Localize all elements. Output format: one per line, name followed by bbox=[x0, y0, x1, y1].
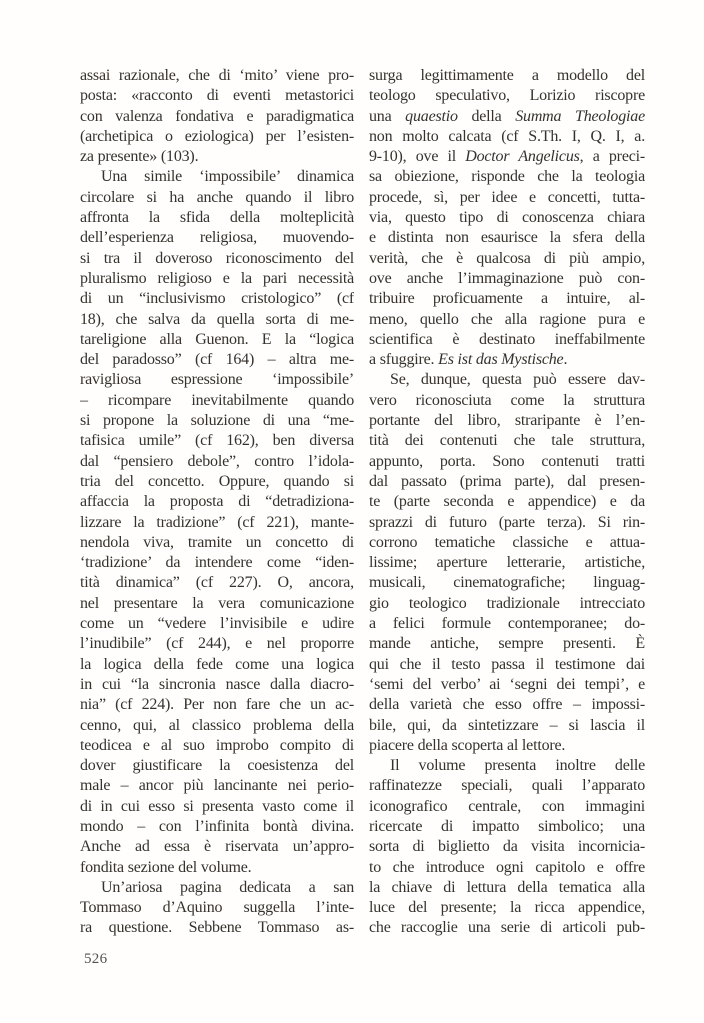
text-run: male – ancor più lancinante nei perio- bbox=[80, 777, 354, 795]
text-line bbox=[80, 858, 354, 878]
text-line bbox=[80, 675, 354, 695]
text-run: di in cui esso si presenta vasto come il bbox=[80, 797, 354, 815]
text-run: raffinatezze speciali, quali l’apparato bbox=[369, 777, 645, 795]
text-run: ‘tradizione’ da intendere come “iden- bbox=[80, 554, 354, 572]
text-line bbox=[80, 634, 354, 654]
page-number: 526 bbox=[84, 951, 108, 967]
text-line bbox=[80, 188, 354, 208]
text-run: ‘semi del verbo’ ai ‘segni dei tempi’, e bbox=[369, 675, 645, 693]
text-line bbox=[80, 370, 354, 390]
text-run: teologo speculativo, Lorizio riscopre bbox=[369, 87, 645, 105]
text-run: che raccoglie una serie di articoli pub- bbox=[369, 919, 645, 937]
text-run: nendola viva, tramite un concetto di bbox=[80, 533, 354, 551]
text-run: musicali, cinematografiche; linguag- bbox=[369, 574, 645, 592]
text-run: a felici formule contemporanee; do- bbox=[369, 615, 645, 633]
text-run: via, questo tipo di conoscenza chiara bbox=[369, 209, 645, 227]
text-line bbox=[80, 553, 354, 573]
text-line bbox=[369, 452, 645, 472]
text-line bbox=[80, 472, 354, 492]
text-line bbox=[369, 756, 645, 776]
text-run: tria del concetto. Oppure, quando si bbox=[80, 472, 354, 490]
text-line bbox=[369, 249, 645, 269]
text-run: – ricompare inevitabilmente quando bbox=[80, 391, 354, 409]
text-line bbox=[80, 411, 354, 431]
text-run: dover giustificare la coesistenza del bbox=[80, 757, 354, 775]
text-line bbox=[80, 228, 354, 248]
text-line bbox=[80, 452, 354, 472]
text-line bbox=[369, 918, 645, 938]
text-line bbox=[369, 269, 645, 289]
text-line bbox=[80, 127, 354, 147]
text-run: luce del presente; la ricca appendice, bbox=[369, 899, 645, 917]
text-line bbox=[80, 350, 354, 370]
text-line bbox=[369, 391, 645, 411]
text-run: sorta di biglietto da visita incornicia- bbox=[369, 838, 645, 856]
text-line bbox=[80, 756, 354, 776]
text-run: scientifica è destinato ineffabilmente bbox=[369, 330, 645, 348]
text-line bbox=[369, 553, 645, 573]
text-line bbox=[369, 878, 645, 898]
text-line bbox=[80, 614, 354, 634]
text-line bbox=[369, 310, 645, 330]
text-line bbox=[80, 898, 354, 918]
text-line bbox=[369, 594, 645, 614]
text-run: mande antiche, sempre presenti. È bbox=[369, 635, 645, 653]
text-line bbox=[369, 573, 645, 593]
text-line bbox=[80, 208, 354, 228]
text-line bbox=[369, 208, 645, 228]
text-line bbox=[80, 249, 354, 269]
text-run: posta: «racconto di eventi metastorici bbox=[80, 87, 354, 105]
text-line bbox=[80, 86, 354, 106]
text-run: ove anche l’immaginazione può con- bbox=[369, 269, 645, 287]
text-line bbox=[369, 817, 645, 837]
text-run: Il volume presenta inoltre delle bbox=[390, 757, 645, 775]
text-run: circolare si ha anche quando il libro bbox=[80, 188, 354, 206]
text-run: dal passato (prima parte), dal presen- bbox=[369, 472, 645, 490]
text-run: tità dei contenuti che tale struttura, bbox=[369, 432, 645, 450]
text-run: fondita sezione del volume. bbox=[80, 858, 252, 876]
text-run: una bbox=[369, 107, 406, 125]
text-line bbox=[80, 431, 354, 451]
text-line bbox=[80, 573, 354, 593]
text-run: meno, quello che alla ragione pura e bbox=[369, 310, 645, 328]
text-line bbox=[80, 797, 354, 817]
text-run: dal “pensiero debole”, contro l’idola- bbox=[80, 452, 354, 470]
text-run: bile, qui, da sintetizzare – si lascia il bbox=[369, 716, 645, 734]
text-line bbox=[80, 695, 354, 715]
text-line bbox=[80, 269, 354, 289]
text-line bbox=[369, 797, 645, 817]
text-run: to che introduce ogni capitolo e offre bbox=[369, 858, 645, 876]
text-run: te (parte seconda e appendice) e da bbox=[369, 493, 645, 511]
text-run: appunto, porta. Sono contenuti tratti bbox=[369, 452, 645, 470]
text-line bbox=[369, 634, 645, 654]
text-run: nel presentare la vera comunicazione bbox=[80, 594, 354, 612]
text-run: teodicea e al suo improbo compito di bbox=[80, 736, 354, 754]
text-run: cenno, qui, al classico problema della bbox=[80, 716, 354, 734]
text-line bbox=[369, 898, 645, 918]
text-line bbox=[80, 167, 354, 187]
text-run: corrono tematiche classiche e attua- bbox=[369, 533, 645, 551]
text-line bbox=[80, 107, 354, 127]
text-line bbox=[80, 289, 354, 309]
text-line bbox=[369, 411, 645, 431]
text-line bbox=[80, 391, 354, 411]
text-line bbox=[369, 614, 645, 634]
text-run: di un “inclusivismo cristologico” (cf bbox=[80, 290, 354, 308]
text-run: dell’esperienza religiosa, muovendo- bbox=[80, 229, 354, 247]
text-line bbox=[369, 695, 645, 715]
italic-text-run: quaestio bbox=[405, 107, 458, 125]
text-run: vero riconosciuta come la struttura bbox=[369, 391, 645, 409]
text-run: za presente» (103). bbox=[80, 148, 199, 166]
text-line bbox=[80, 918, 354, 938]
column-left bbox=[80, 66, 354, 939]
text-run: qui che il testo passa il testimone dai bbox=[369, 655, 645, 673]
text-line bbox=[369, 107, 645, 127]
text-run: la chiave di lettura della tematica alla bbox=[369, 878, 645, 896]
text-line bbox=[369, 858, 645, 878]
text-run: Tommaso d’Aquino suggella l’inte- bbox=[80, 899, 354, 917]
column-right bbox=[369, 66, 645, 939]
italic-text-run: Doctor Angelicus bbox=[465, 148, 580, 166]
text-line bbox=[369, 188, 645, 208]
text-run: non molto calcata (cf S.Th. I, Q. I, a. bbox=[369, 127, 645, 145]
text-run: nia” (cf 224). Per non fare che un ac- bbox=[80, 696, 354, 714]
text-run: sprazzi di futuro (parte terza). Si rin- bbox=[369, 513, 645, 531]
text-line bbox=[369, 716, 645, 736]
text-run: come un “vedere l’invisibile e udire bbox=[80, 615, 354, 633]
text-line bbox=[80, 594, 354, 614]
text-run: procede, sì, per idee e concetti, tutta- bbox=[369, 188, 645, 206]
text-run: verità, che è qualcosa di più ampio, bbox=[369, 249, 645, 267]
text-run: iconografico centrale, con immagini bbox=[369, 797, 645, 815]
text-run: ricercate di impatto simbolico; una bbox=[369, 817, 645, 835]
text-line bbox=[369, 370, 645, 390]
text-line bbox=[80, 837, 354, 857]
text-run: si tra il doveroso riconoscimento del bbox=[80, 249, 354, 267]
text-line bbox=[369, 492, 645, 512]
text-line bbox=[80, 492, 354, 512]
text-run: 18), che salva da quella sorta di me- bbox=[80, 310, 354, 328]
text-line bbox=[369, 147, 645, 167]
text-line bbox=[369, 513, 645, 533]
text-run: con valenza fondativa e paradigmatica bbox=[80, 107, 354, 125]
text-line bbox=[80, 330, 354, 350]
text-line bbox=[369, 350, 645, 370]
italic-text-run: Summa Theologiae bbox=[515, 107, 645, 125]
text-run: a sfuggire. bbox=[369, 351, 439, 369]
text-run: Una simile ‘impossibile’ dinamica bbox=[101, 168, 354, 186]
text-run: Anche ad essa è riservata un’appro- bbox=[80, 838, 354, 856]
text-run: affronta la sfida della molteplicità bbox=[80, 209, 354, 227]
text-run: lissime; aperture letterarie, artistiche, bbox=[369, 554, 645, 572]
text-line bbox=[80, 310, 354, 330]
text-line bbox=[80, 817, 354, 837]
text-line bbox=[369, 736, 645, 756]
text-run: tribuire proficuamente a intuire, al- bbox=[369, 290, 645, 308]
text-line bbox=[80, 533, 354, 553]
text-line bbox=[80, 655, 354, 675]
text-line bbox=[369, 472, 645, 492]
text-run: piacere della scoperta al lettore. bbox=[369, 736, 566, 754]
text-run: portante del libro, straripante è l’en- bbox=[369, 412, 645, 430]
text-run: pluralismo religioso e la pari necessità bbox=[80, 269, 354, 287]
text-line bbox=[80, 736, 354, 756]
text-run: lizzare la tradizione” (cf 221), mante- bbox=[80, 513, 354, 531]
text-line bbox=[369, 228, 645, 248]
text-line bbox=[369, 289, 645, 309]
text-run: gio teologico tradizionale intrecciato bbox=[369, 594, 645, 612]
text-line bbox=[369, 837, 645, 857]
text-line bbox=[80, 716, 354, 736]
text-line bbox=[369, 66, 645, 86]
text-line bbox=[369, 655, 645, 675]
text-run: in cui “la sincronia nasce dalla diacro- bbox=[80, 675, 354, 693]
text-run: sa obiezione, risponde che la teologia bbox=[369, 168, 645, 186]
text-run: tafisica umile” (cf 162), ben diversa bbox=[80, 432, 354, 450]
text-run: l’inudibile” (cf 244), e nel proporre bbox=[80, 635, 354, 653]
text-line bbox=[369, 86, 645, 106]
text-line bbox=[80, 513, 354, 533]
text-run: surga legittimamente a modello del bbox=[369, 67, 645, 84]
text-run: ra questione. Sebbene Tommaso as- bbox=[80, 919, 354, 937]
text-run: . bbox=[563, 351, 568, 369]
text-line bbox=[369, 776, 645, 796]
text-run: , a preci- bbox=[579, 148, 645, 166]
text-run: tareligione alla Guenon. E la “logica bbox=[80, 330, 354, 348]
text-line bbox=[369, 533, 645, 553]
text-line bbox=[369, 675, 645, 695]
text-run: Se, dunque, questa può essere dav- bbox=[390, 371, 645, 389]
text-run: Un’ariosa pagina dedicata a san bbox=[101, 878, 354, 896]
text-run: si propone la soluzione di una “me- bbox=[80, 412, 354, 430]
text-line bbox=[369, 127, 645, 147]
text-run: ravigliosa espressione ‘impossibile’ bbox=[80, 371, 354, 389]
text-line bbox=[80, 66, 354, 86]
text-run: 9-10), ove il bbox=[369, 148, 466, 166]
text-run: affaccia la proposta di “detradiziona- bbox=[80, 493, 354, 511]
text-line bbox=[80, 147, 354, 167]
text-line bbox=[369, 330, 645, 350]
text-line bbox=[80, 878, 354, 898]
text-run: e distinta non esaurisce la sfera della bbox=[369, 229, 645, 247]
text-run: la logica della fede come una logica bbox=[80, 655, 354, 673]
text-line bbox=[369, 167, 645, 187]
text-run: del paradosso” (cf 164) – altra me- bbox=[80, 351, 354, 369]
text-run: (archetipica o eziologica) per l’esisten- bbox=[80, 127, 354, 145]
text-run: della bbox=[457, 107, 516, 125]
text-line bbox=[369, 431, 645, 451]
text-run: tità dinamica” (cf 227). O, ancora, bbox=[80, 574, 354, 592]
text-line bbox=[80, 776, 354, 796]
text-run: assai razionale, che di ‘mito’ viene pro- bbox=[80, 67, 354, 84]
italic-text-run: Es ist das Mystische bbox=[438, 351, 564, 369]
text-run: della varietà che esso offre – impossi- bbox=[369, 696, 645, 714]
text-run: mondo – con l’infinita bontà divina. bbox=[80, 817, 354, 835]
